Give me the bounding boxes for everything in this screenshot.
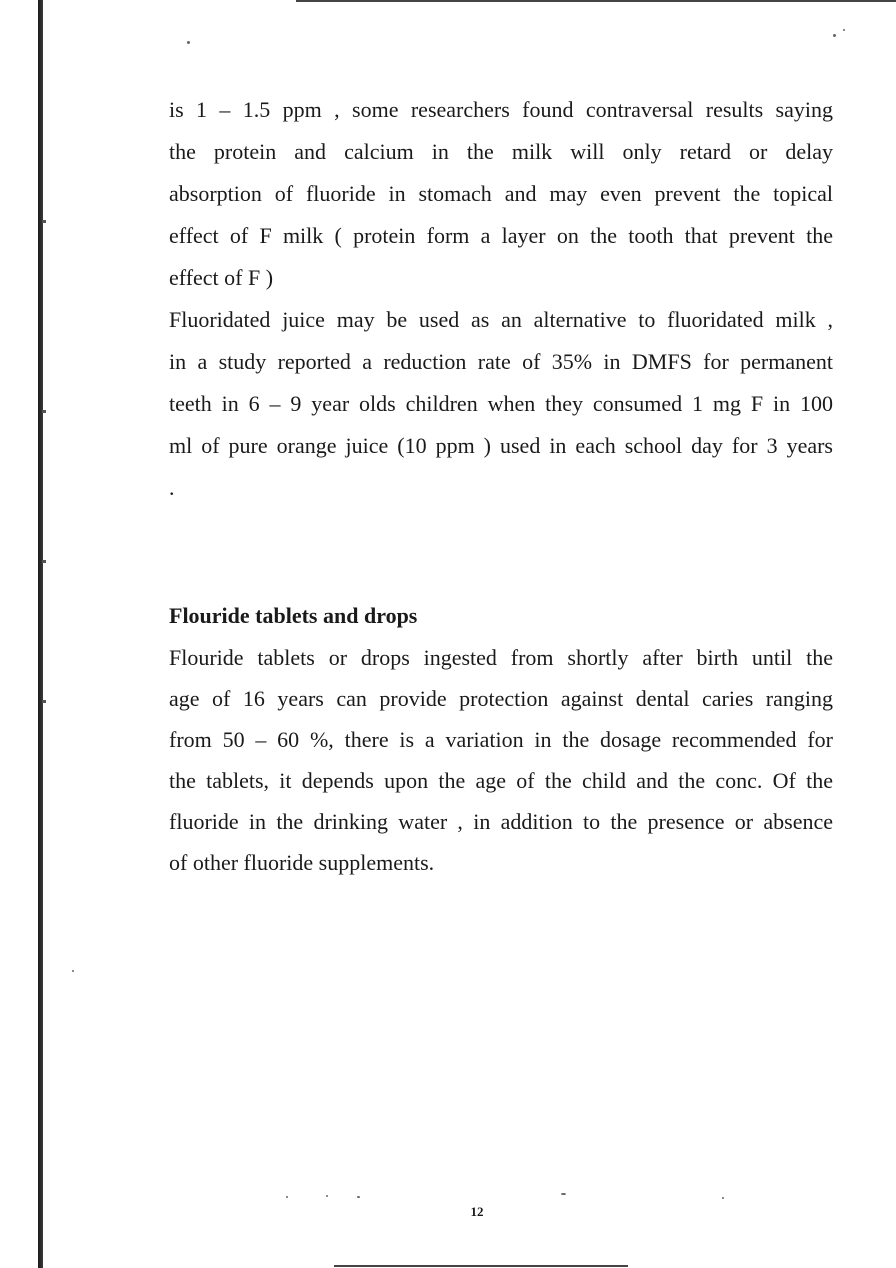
scan-speck — [357, 1196, 360, 1198]
section-heading: Flouride tablets and drops — [169, 603, 418, 628]
text-line: from 50 – 60 %, there is a variation in the dosage recommended for — [169, 727, 833, 752]
text-line: . — [169, 475, 175, 500]
text-line: the protein and calcium in the milk will only retard or delay — [169, 139, 833, 164]
bottom-rule — [334, 1265, 628, 1267]
scan-speck — [286, 1196, 288, 1198]
scan-speck — [42, 560, 46, 563]
document-body — [169, 89, 833, 509]
text-line: is 1 – 1.5 ppm , some researchers found contraversal results saying — [169, 97, 833, 122]
scan-speck — [72, 970, 74, 972]
text-line: ml of pure orange juice (10 ppm ) used in each school day for 3 years — [169, 433, 833, 458]
scan-speck — [42, 410, 46, 413]
scan-speck — [561, 1193, 566, 1195]
scan-speck — [843, 29, 845, 31]
scan-speck — [42, 700, 46, 703]
scan-speck — [722, 1197, 724, 1199]
paragraph-tablets-drops — [169, 637, 833, 883]
text-line: fluoride in the drinking water , in addition to the presence or absence — [169, 809, 833, 834]
text-line: the tablets, it depends upon the age of the child and the conc. Of the — [169, 768, 833, 793]
scan-speck — [42, 220, 46, 223]
top-rule — [296, 0, 896, 2]
scan-speck — [187, 41, 190, 44]
text-line: Fluoridated juice may be used as an alternative to fluoridated milk , — [169, 307, 833, 332]
text-line: of other fluoride supplements. — [169, 850, 435, 875]
text-line: teeth in 6 – 9 year olds children when they consumed 1 mg F in 100 — [169, 391, 833, 416]
text-line: age of 16 years can provide protection against dental caries ranging — [169, 686, 833, 711]
paragraph-fluoridated-juice — [169, 299, 833, 509]
page-number: 12 — [470, 1204, 484, 1219]
text-line: in a study reported a reduction rate of 35% in DMFS for permanent — [169, 349, 833, 374]
text-line: absorption of fluoride in stomach and may even prevent the topical — [169, 181, 833, 206]
text-line: effect of F ) — [169, 265, 274, 290]
scan-speck — [326, 1195, 328, 1197]
scan-speck — [833, 34, 836, 37]
text-line: Flouride tablets or drops ingested from shortly after birth until the — [169, 645, 833, 670]
paragraph-milk-fluoride — [169, 89, 833, 299]
scanned-page-edge — [38, 0, 43, 1268]
section-tablets-drops — [169, 637, 833, 883]
text-line: effect of F milk ( protein form a layer on the tooth that prevent the — [169, 223, 833, 248]
